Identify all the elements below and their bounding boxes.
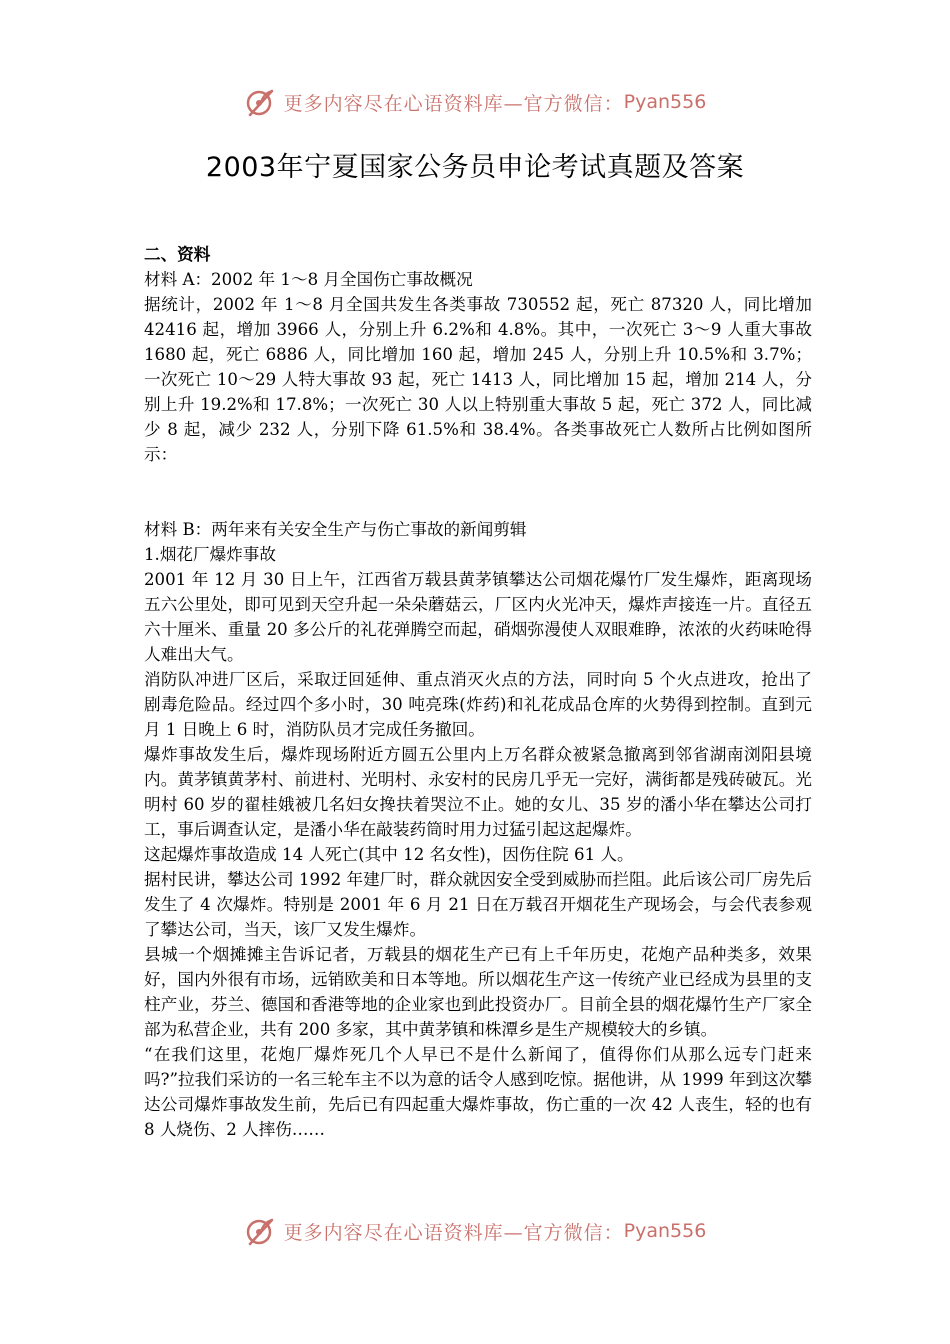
material-b-paragraph: 县城一个烟摊摊主告诉记者，万载县的烟花生产已有上千年历史，花炮产品种类多，效果好，国内外很有市场，远销欧美和日本等地。所以烟花生产这一传统产业已经成为县里的支柱产业，芬兰、德国和香港等地的企业家也到此投资办厂。目前全县的烟花爆竹生产厂家全部为私营企业，共有 200 多家，其中黄茅镇和株潭乡是生产规模较大的乡镇。 — [144, 945, 812, 1039]
material-b-paragraph: 据村民讲，攀达公司 1992 年建厂时，群众就因安全受到威胁而拦阻。此后该公司厂房先后发生了 4 次爆炸。特别是 2001 年 6 月 21 日在万载召开烟花生产现场会，与会代表参观了攀达公司，当天，该厂又发生爆炸。 — [144, 870, 812, 939]
material-b-paragraph: 消防队冲进厂区后，采取迂回延伸、重点消灭火点的方法，同时向 5 个火点进攻，抢出了剧毒危险品。经过四个多小时，30 吨亮珠(炸药)和礼花成品仓库的火势得到控制。直到元月 1 日晚上 6 时，消防队员才完成任务撤回。 — [144, 670, 812, 739]
material-b-paragraph: 2001 年 12 月 30 日上午，江西省万载县黄茅镇攀达公司烟花爆竹厂发生爆炸，距离现场五六公里处，即可见到天空升起一朵朵蘑菇云，厂区内火光冲天，爆炸声接连一片。直径五六十厘米、重量 20 多公斤的礼花弹腾空而起，硝烟弥漫使人双眼难睁，浓浓的火药味呛得人难出大气。 — [144, 570, 812, 664]
section-b — [144, 517, 812, 1142]
watermark-header — [0, 82, 950, 122]
quill-logo-icon — [244, 1214, 278, 1248]
watermark-wechat-id: Pyan556 — [623, 1220, 707, 1242]
material-b-paragraph: “在我们这里，花炮厂爆炸死几个人早已不是什么新闻了，值得你们从那么远专门赶来吗?”拉我们采访的一名三轮车主不以为意的话令人感到吃惊。据他讲，从 1999 年到这次攀达公司爆炸事故发生前，先后已有四起重大爆炸事故，伤亡重的一次 42 人丧生，轻的也有 8 人烧伤、2 人摔伤…… — [144, 1045, 812, 1139]
watermark-wechat-id: Pyan556 — [623, 91, 707, 113]
section-heading: 二、资料 — [144, 244, 211, 264]
watermark-text: 更多内容尽在心语资料库—官方微信： — [283, 1221, 624, 1244]
material-a-paragraph: 据统计，2002 年 1～8 月全国共发生各类事故 730552 起，死亡 87320 人，同比增加 42416 起，增加 3966 人，分别上升 6.2%和 4.8%。其中，一次死亡 3～9 人重大事故 1680 起，死亡 6886 人，同比增加 160 起，增加 245 人，分别上升 10.5%和 3.7%；一次死亡 10～29 人特大事故 93 起，死亡 1413 人，同比增加 15 起，增加 214 人，分别上升 19.2%和 17.8%；一次死亡 30 人以上特别重大事故 5 起，死亡 372 人，同比减少 8 起，减少 232 人，分别下降 61.5%和 38.4%。各类事故死亡人数所占比例如图所示： — [144, 295, 812, 464]
material-a-title: 材料 A：2002 年 1～8 月全国伤亡事故概况 — [144, 270, 473, 289]
watermark-text: 更多内容尽在心语资料库—官方微信： — [283, 92, 624, 115]
document-title: 2003年宁夏国家公务员申论考试真题及答案 — [205, 152, 745, 183]
material-b-paragraph: 这起爆炸事故造成 14 人死亡(其中 12 名女性)，因伤住院 61 人。 — [144, 845, 634, 864]
quill-logo-icon — [244, 85, 278, 119]
section-a — [144, 242, 812, 467]
material-b-paragraph: 爆炸事故发生后，爆炸现场附近方圆五公里内上万名群众被紧急撤离到邻省湖南浏阳县境内。黄茅镇黄茅村、前进村、光明村、永安村的民房几乎无一完好，满街都是残砖破瓦。光明村 60 岁的翟桂娥被几名妇女搀扶着哭泣不止。她的女儿、35 岁的潘小华在攀达公司打工，事后调查认定，是潘小华在敲装药筒时用力过猛引起这起爆炸。 — [144, 745, 812, 839]
material-b-title: 材料 B：两年来有关安全生产与伤亡事故的新闻剪辑 — [144, 520, 527, 539]
watermark-footer — [0, 1211, 950, 1251]
material-b-subtitle: 1.烟花厂爆炸事故 — [144, 545, 276, 564]
